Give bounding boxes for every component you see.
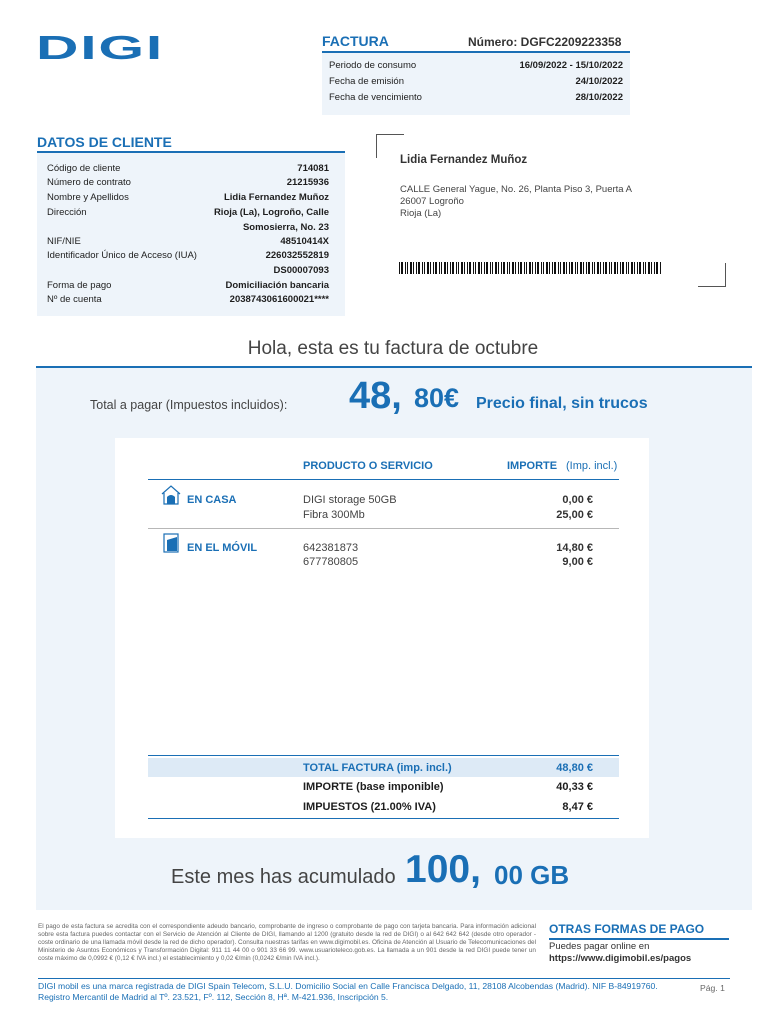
- payment-link[interactable]: https://www.digimobil.es/pagos: [549, 953, 692, 964]
- divider: [148, 479, 619, 480]
- line-item-amount: 25,00 €: [556, 509, 593, 521]
- envelope-window-corner: [698, 263, 726, 287]
- legal-notice: El pago de esta factura se acredita con el correspondiente adeudo bancario, comprobante de ingreso o comprobante de pago con tarjeta bancaria. Para información adicional sobre esta factura puedes contactar con el Servicio de Atención al Cliente de DIGI, llamando al 1200 (gratuito desde la red de DIGI) o al 642 642 642 (desde otro operador - coste ordinario de una llamada móvil desde la red de dicho operador). Consulta nuestras tarifas en www.digimobil.es. Oficina de Atención al Usuario de Telecomunicaciones del Ministerio de Asuntos Económicos y Transformación Digital: 911 11 44 00 o 901 33 66 99. www.usuarioteleco.gob.es. La llamada a un 901 desde la red DIGI puede tener un coste máximo de 0,0992 € (0,12 € IVA incl.) el establecimiento y 0,02 €/min (0,0242 €/min IVA incl.).: [38, 923, 536, 963]
- divider: [549, 938, 729, 940]
- line-item-amount: 9,00 €: [562, 556, 593, 568]
- total-amount-integer: 48,: [349, 375, 402, 417]
- other-payment-text: Puedes pagar online en https://www.digimobil.es/pagos: [549, 941, 692, 964]
- invoice-total-value: 48,80 €: [556, 762, 593, 774]
- recipient-name: Lidia Fernandez Muñoz: [400, 154, 528, 166]
- client-data-title: DATOS DE CLIENTE: [37, 134, 172, 150]
- total-label: Total a pagar (Impuestos incluidos):: [90, 398, 288, 412]
- page-number: Pág. 1: [700, 983, 725, 993]
- price-tagline: Precio final, sin trucos: [476, 395, 648, 412]
- tax-base-label: IMPORTE (base imponible): [303, 781, 444, 793]
- line-item-amount: 14,80 €: [556, 542, 593, 554]
- invoice-title: FACTURA: [322, 33, 389, 49]
- divider: [148, 528, 619, 529]
- client-row: Identificador Único de Acceso (IUA) 226032552819: [47, 250, 329, 261]
- client-row: Dirección Rioja (La), Logroño, Calle: [47, 207, 329, 218]
- address-line: Rioja (La): [400, 208, 442, 219]
- taxes-value: 8,47 €: [562, 801, 593, 813]
- line-item: 677780805: [303, 556, 359, 568]
- column-amount: IMPORTE: [507, 460, 558, 472]
- mobile-phone-icon: [163, 533, 179, 553]
- other-payment-title: OTRAS FORMAS DE PAGO: [549, 922, 705, 936]
- issue-date-row: Fecha de emisión 24/10/2022: [329, 76, 623, 87]
- client-row: Código de cliente 714081: [47, 163, 329, 174]
- line-item-amount: 0,00 €: [562, 494, 593, 506]
- invoice-details: [322, 53, 630, 115]
- postal-barcode: [399, 262, 661, 274]
- line-item: Fibra 300Mb: [303, 509, 365, 521]
- address-line: 26007 Logroño: [400, 196, 464, 207]
- data-usage-decimal: 00 GB: [494, 860, 570, 890]
- svg-text:DIGI: DIGI: [36, 33, 164, 61]
- client-row: Nº de cuenta 2038743061600021****: [47, 294, 329, 305]
- company-footer: DIGI mobil es una marca registrada de DIGI Spain Telecom, S.L.U. Domicilio Social en Calle Francisca Delgado, 11, 28108 Alcobendas (Madrid). NIF B-84919760. Registro Mercantil de Madrid al Tº. 23.521, Fº. 112, Sección 8, Hª. M-421.936, Inscripción 5.: [38, 981, 658, 1002]
- line-item: DIGI storage 50GB: [303, 494, 397, 506]
- greeting-heading: Hola, esta es tu factura de octubre: [247, 338, 539, 359]
- taxes-label: IMPUESTOS (21.00% IVA): [303, 801, 436, 813]
- client-row: Forma de pago Domiciliación bancaria: [47, 280, 329, 291]
- section-home-label: EN CASA: [187, 494, 237, 506]
- data-usage-label: Este mes has acumulado: [171, 866, 396, 888]
- client-row: Número de contrato 21215936: [47, 177, 329, 188]
- column-amount-note: (Imp. incl.): [566, 460, 618, 472]
- divider: [38, 978, 730, 979]
- data-usage-integer: 100,: [405, 848, 481, 891]
- digi-logo: [36, 33, 166, 61]
- client-data-box: [37, 153, 345, 316]
- total-amount-decimal: 80€: [414, 383, 460, 413]
- client-row: Somosierra, No. 23: [242, 222, 329, 233]
- billing-period-row: Periodo de consumo 16/09/2022 - 15/10/2022: [329, 60, 623, 71]
- invoice-number: Número: DGFC2209223358: [468, 35, 622, 49]
- client-row: NIF/NIE 48510414X: [47, 236, 329, 247]
- due-date-row: Fecha de vencimiento 28/10/2022: [329, 92, 623, 103]
- column-product: PRODUCTO O SERVICIO: [303, 460, 433, 472]
- divider: [148, 818, 619, 819]
- line-item: 642381873: [303, 542, 359, 554]
- client-row: DS00007093: [273, 265, 329, 276]
- client-row: Nombre y Apellidos Lidia Fernandez Muñoz: [47, 192, 329, 203]
- section-mobile-label: EN EL MÓVIL: [187, 542, 258, 554]
- house-icon: [161, 485, 181, 505]
- address-line: CALLE General Yague, No. 26, Planta Piso 3, Puerta A: [400, 184, 633, 195]
- divider: [148, 755, 619, 756]
- invoice-total-label: TOTAL FACTURA (imp. incl.): [303, 762, 452, 774]
- tax-base-value: 40,33 €: [556, 781, 593, 793]
